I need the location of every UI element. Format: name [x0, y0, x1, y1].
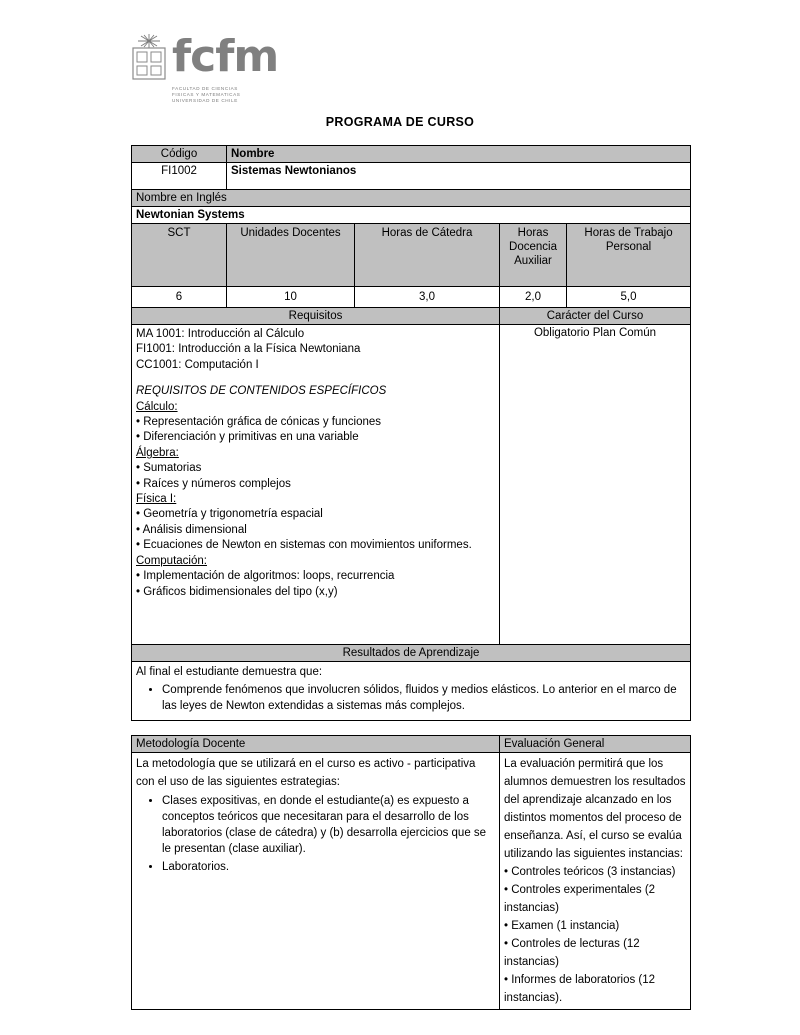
table-spacer-row: [132, 721, 691, 736]
logo-wordmark: fcfm: [172, 31, 279, 82]
evaluacion-header: Evaluación General: [500, 736, 691, 753]
nombre-value: Sistemas Newtonianos: [227, 163, 691, 190]
table-row: [132, 753, 691, 1010]
requisitos-group-name: Cálculo:: [136, 400, 178, 413]
evaluacion-item: • Controles teóricos (3 instancias): [504, 866, 676, 878]
requisitos-header: Requisitos: [132, 308, 500, 325]
resultados-body: [132, 662, 691, 721]
faculty-logo: [132, 31, 279, 106]
logo-subtitle: [172, 86, 240, 105]
table-row: [132, 146, 691, 163]
table-row: [132, 224, 691, 287]
requisitos-body: [132, 325, 500, 645]
hours-header-unidades-docentes: Unidades Docentes: [227, 224, 355, 287]
hours-value-sct: 6: [132, 287, 227, 308]
requisito-course: CC1001: Computación I: [136, 358, 259, 371]
logo-subtitle-line: FISICAS Y MATEMATICAS: [172, 92, 241, 98]
requisitos-group-name: Álgebra:: [136, 446, 179, 459]
table-row: [132, 207, 691, 224]
requisitos-group-name: Física I:: [136, 493, 177, 506]
list-item: • Laboratorios.: [162, 859, 495, 875]
logo-subtitle-line: FACULTAD DE CIENCIAS: [172, 86, 238, 91]
requisitos-group-item: • Ecuaciones de Newton en sistemas con movimientos uniformes.: [136, 539, 472, 552]
evaluacion-item: • Controles de lecturas (12 instancias): [504, 938, 640, 968]
requisitos-group-item: • Análisis dimensional: [136, 523, 247, 536]
list-item: • Comprende fenómenos que involucren sólidos, fluidos y medios elásticos. Lo anterior en el marco de las leyes de Newton extendidas a sistemas más complejos.: [162, 682, 686, 714]
hours-value-catedra: 3,0: [355, 287, 500, 308]
evaluacion-body: [500, 753, 691, 1010]
table-row: [132, 645, 691, 662]
evaluacion-item: • Informes de laboratorios (12 instancias).: [504, 974, 656, 1004]
table-row: [132, 287, 691, 308]
metodologia-list: [136, 793, 495, 875]
requisito-course: MA 1001: Introducción al Cálculo: [136, 328, 305, 340]
metodologia-body: [132, 753, 500, 1010]
requisitos-group-item: • Sumatorias: [136, 462, 202, 475]
table-row: [132, 190, 691, 207]
spacer: [132, 721, 691, 736]
hours-value-trabajo-personal: 5,0: [567, 287, 691, 308]
nombre-ingles-value: Newtonian Systems: [132, 207, 691, 224]
requisitos-group-name: Computación:: [136, 554, 207, 567]
caracter-curso-value: Obligatorio Plan Común: [500, 325, 691, 645]
evaluacion-intro: La evaluación permitirá que los alumnos demuestren los resultados del aprendizaje alcanzado en los distintos momentos del proceso de enseñanza. Así, el curso se evalúa utilizando las siguientes instancias:: [504, 758, 686, 860]
hours-value-unidades-docentes: 10: [227, 287, 355, 308]
requisito-course: FI1001: Introducción a la Física Newtoniana: [136, 343, 361, 356]
requisitos-group-item: • Geometría y trigonometría espacial: [136, 508, 323, 521]
spacer: [136, 373, 495, 384]
table-row: [132, 308, 691, 325]
codigo-value: FI1002: [132, 163, 227, 190]
hours-value-docencia-auxiliar: 2,0: [500, 287, 567, 308]
codigo-header: Código: [132, 146, 227, 163]
metodologia-header: Metodología Docente: [132, 736, 500, 753]
list-item: • Clases expositivas, en donde el estudiante(a) es expuesto a conceptos teóricos que necesitaran para el desarrollo de los laboratorios (clase de cátedra) y (b) desarrolla ejercicios que se le presentan (clase auxiliar).: [162, 793, 495, 857]
logo-emblem-icon: [132, 34, 170, 80]
resultados-intro: Al final el estudiante demuestra que:: [136, 666, 323, 678]
hours-header-sct: SCT: [132, 224, 227, 287]
table-row: [132, 325, 691, 645]
nombre-ingles-header: Nombre en Inglés: [132, 190, 691, 207]
hours-header-catedra: Horas de Cátedra: [355, 224, 500, 287]
table-row: [132, 662, 691, 721]
requisitos-especificos-title: REQUISITOS DE CONTENIDOS ESPECÍFICOS: [136, 385, 387, 398]
table-row: [132, 163, 691, 190]
nombre-header: Nombre: [227, 146, 691, 163]
resultados-header: Resultados de Aprendizaje: [132, 645, 691, 662]
requisitos-group-item: • Representación gráfica de cónicas y funciones: [136, 416, 382, 429]
caracter-curso-header: Carácter del Curso: [500, 308, 691, 325]
evaluacion-item: • Examen (1 instancia): [504, 920, 620, 932]
requisitos-group-item: • Implementación de algoritmos: loops, recurrencia: [136, 570, 395, 583]
logo-subtitle-line: UNIVERSIDAD DE CHILE: [172, 98, 238, 104]
page-title: PROGRAMA DE CURSO: [325, 115, 475, 129]
resultados-list: [136, 682, 686, 714]
requisitos-group-item: • Raíces y números complejos: [136, 477, 291, 490]
metodologia-intro: La metodología que se utilizará en el curso es activo - participativa con el uso de las siguientes estrategias:: [136, 758, 476, 788]
hours-header-docencia-auxiliar: Horas Docencia Auxiliar: [500, 224, 567, 287]
requisitos-group-item: • Diferenciación y primitivas en una variable: [136, 431, 359, 444]
requisitos-group-item: • Gráficos bidimensionales del tipo (x,y): [136, 585, 338, 598]
table-row: [132, 736, 691, 753]
evaluacion-item: • Controles experimentales (2 instancias): [504, 884, 656, 914]
course-program-table: [131, 145, 691, 1010]
hours-header-trabajo-personal: Horas de Trabajo Personal: [567, 224, 691, 287]
